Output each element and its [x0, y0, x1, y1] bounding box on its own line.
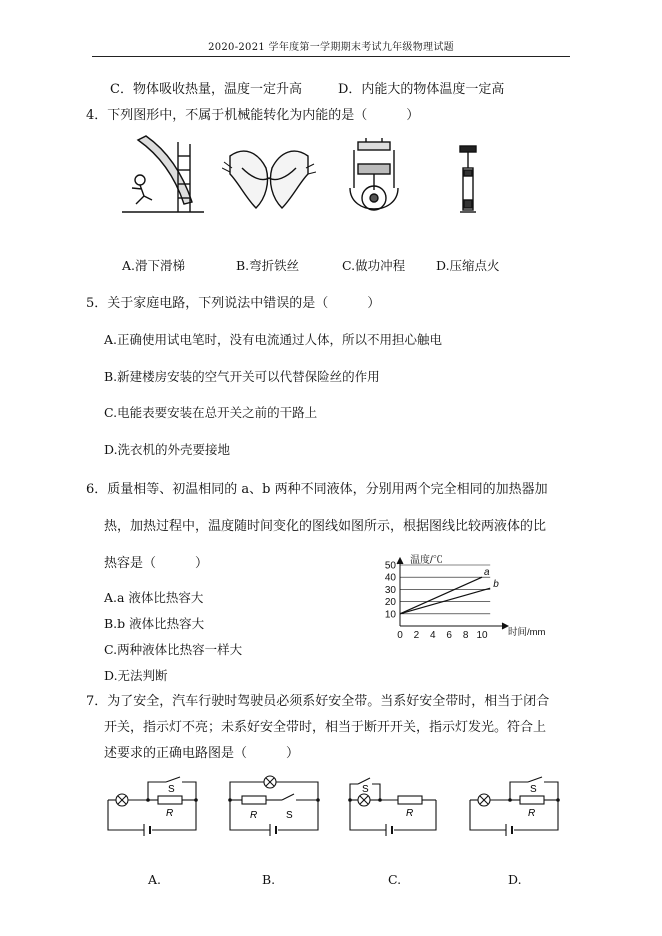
series-line-a	[400, 577, 482, 614]
q3-option-d: D．内能大的物体温度一定高	[338, 82, 505, 97]
compression-ignition-image	[456, 142, 480, 218]
switch-label: S	[286, 810, 293, 821]
q4-option-d: D.压缩点火	[436, 258, 500, 273]
x-axis-label: 时间/mm	[508, 627, 546, 638]
switch-label: S	[168, 784, 175, 795]
resistor-icon	[398, 796, 422, 804]
circuit-b	[228, 772, 324, 838]
resistor-label: R	[528, 808, 536, 819]
q3-option-c: C．物体吸收热量，温度一定升高	[110, 82, 302, 97]
x-tick-label: 10	[476, 630, 488, 641]
q6-stem-line1: 6．质量相等、初温相同的 a、b 两种不同液体，分别用两个完全相同的加热器加	[86, 482, 548, 497]
q7-option-a: A.	[148, 872, 162, 887]
q6-option-c: C.两种液体比热容一样大	[104, 642, 243, 657]
q5-option-d: D.洗衣机的外壳要接地	[104, 442, 231, 457]
resistor-label: R	[166, 808, 174, 819]
q7-option-d: D.	[508, 872, 522, 887]
x-tick-label: 4	[430, 630, 436, 641]
y-axis-label: 温度/℃	[410, 555, 443, 566]
series-line-b	[400, 588, 490, 614]
q6-option-a: A.a 液体比热容大	[104, 590, 204, 605]
q7-stem-line3: 述要求的正确电路图是（ ）	[104, 746, 300, 761]
q7-stem-line1: 7．为了安全，汽车行驶时驾驶员必须系好安全带。当系好安全带时，相当于闭合	[86, 694, 550, 709]
q5-option-a: A.正确使用试电笔时，没有电流通过人体，所以不用担心触电	[104, 332, 443, 347]
switch-label: S	[530, 784, 537, 795]
q6-option-d: D.无法判断	[104, 668, 168, 683]
y-tick-label: 40	[384, 572, 396, 584]
q4-option-a: A.滑下滑梯	[122, 258, 186, 273]
series-label-a: a	[484, 567, 490, 579]
series-label-b: b	[493, 579, 499, 591]
q5-option-b: B.新建楼房安装的空气开关可以代替保险丝的作用	[104, 369, 380, 384]
page-header: 2020-2021 学年度第一学期期末考试九年级物理试题	[208, 42, 454, 53]
switch-label: S	[362, 784, 369, 795]
q7-option-b: B.	[262, 872, 276, 887]
q5-stem: 5．关于家庭电路，下列说法中错误的是（ ）	[86, 296, 381, 311]
q5-option-c: C.电能表要安装在总开关之前的干路上	[104, 405, 318, 420]
q4-option-c: C.做功冲程	[342, 258, 406, 273]
q4-option-b: B.弯折铁丝	[236, 258, 300, 273]
x-tick-label: 8	[462, 630, 469, 641]
q7-stem-line2: 开关，指示灯不亮；未系好安全带时，相当于断开开关，指示灯发光。符合上	[104, 720, 547, 735]
q7-option-c: C.	[388, 872, 402, 887]
temperature-time-graph	[370, 552, 550, 642]
x-tick-label: 2	[413, 630, 420, 641]
x-tick-label: 0	[397, 630, 403, 641]
x-tick-label: 6	[446, 630, 452, 641]
header-rule	[92, 56, 570, 57]
y-tick-label: 10	[384, 609, 396, 621]
resistor-icon	[158, 796, 182, 804]
y-tick-label: 30	[384, 584, 396, 596]
power-stroke-image	[344, 138, 404, 218]
y-tick-label: 50	[384, 560, 396, 572]
q6-stem-line2: 热，加热过程中，温度随时间变化的图线如图所示，根据图线比较两液体的比	[104, 519, 547, 534]
circuit-c	[346, 776, 442, 838]
resistor-icon	[242, 796, 266, 804]
slide-image	[118, 134, 208, 216]
y-tick-label: 20	[384, 597, 396, 609]
circuit-d	[466, 776, 562, 838]
resistor-icon	[520, 796, 544, 804]
bend-wire-image	[222, 138, 316, 216]
q6-stem-line3: 热容是（ ）	[104, 556, 209, 571]
resistor-label: R	[406, 808, 414, 819]
circuit-a	[104, 776, 200, 838]
resistor-label: R	[250, 810, 258, 821]
q4-stem: 4．下列图形中，不属于机械能转化为内能的是（ ）	[86, 108, 420, 123]
q6-option-b: B.b 液体比热容大	[104, 616, 205, 631]
